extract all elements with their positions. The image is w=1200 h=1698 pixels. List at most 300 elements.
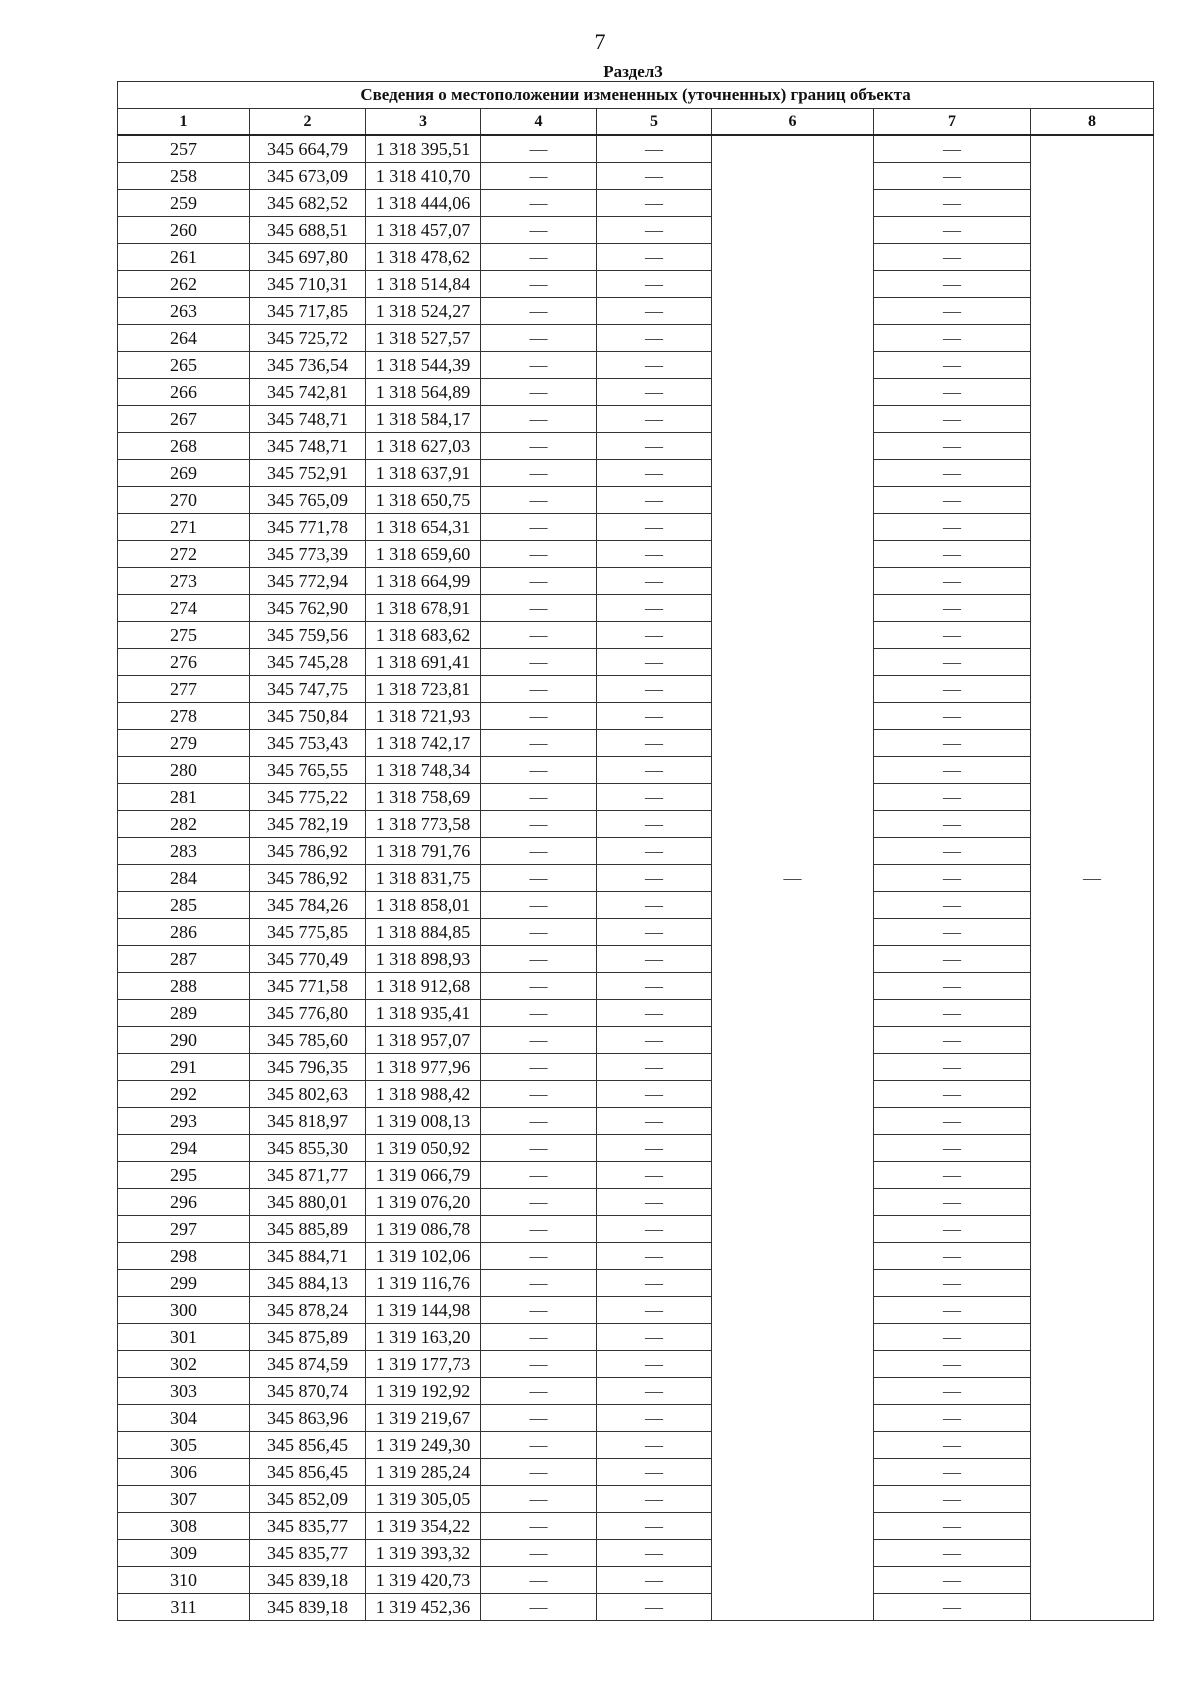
- column-5-dash: —: [597, 135, 712, 163]
- column-4-dash: —: [481, 973, 597, 1000]
- column-4-dash: —: [481, 595, 597, 622]
- column-7-dash: —: [874, 352, 1031, 379]
- column-7-dash: —: [874, 865, 1031, 892]
- coordinate-y: 1 318 988,42: [366, 1081, 481, 1108]
- point-number: 276: [118, 649, 250, 676]
- column-7-dash: —: [874, 1000, 1031, 1027]
- point-number: 286: [118, 919, 250, 946]
- column-4-dash: —: [481, 487, 597, 514]
- table-row: [118, 865, 1154, 892]
- coordinate-y: 1 319 285,24: [366, 1459, 481, 1486]
- column-5-dash: —: [597, 1297, 712, 1324]
- column-5-dash: —: [597, 811, 712, 838]
- point-number: 259: [118, 190, 250, 217]
- coordinate-y: 1 319 050,92: [366, 1135, 481, 1162]
- column-7-dash: —: [874, 1081, 1031, 1108]
- point-number: 297: [118, 1216, 250, 1243]
- table-row: [118, 298, 1154, 325]
- coordinate-y: 1 318 723,81: [366, 676, 481, 703]
- coordinate-y: 1 318 721,93: [366, 703, 481, 730]
- point-number: 306: [118, 1459, 250, 1486]
- column-5-dash: —: [597, 1540, 712, 1567]
- column-5-dash: —: [597, 298, 712, 325]
- column-5-dash: —: [597, 487, 712, 514]
- coordinate-y: 1 318 654,31: [366, 514, 481, 541]
- table-row: [118, 1000, 1154, 1027]
- column-5-dash: —: [597, 1459, 712, 1486]
- coordinate-x: 345 747,75: [250, 676, 366, 703]
- table-row: [118, 433, 1154, 460]
- column-4-dash: —: [481, 135, 597, 163]
- table-row: [118, 460, 1154, 487]
- coordinate-x: 345 839,18: [250, 1594, 366, 1621]
- column-5-dash: —: [597, 649, 712, 676]
- column-5-dash: —: [597, 1594, 712, 1621]
- column-4-dash: —: [481, 271, 597, 298]
- table-row: [118, 1135, 1154, 1162]
- column-number: 1: [118, 109, 250, 136]
- point-number: 278: [118, 703, 250, 730]
- coordinate-y: 1 318 898,93: [366, 946, 481, 973]
- column-4-dash: —: [481, 163, 597, 190]
- column-4-dash: —: [481, 1027, 597, 1054]
- column-7-dash: —: [874, 1297, 1031, 1324]
- coordinate-x: 345 725,72: [250, 325, 366, 352]
- section-title: Раздел3: [603, 62, 663, 81]
- coordinate-y: 1 318 957,07: [366, 1027, 481, 1054]
- column-5-dash: —: [597, 703, 712, 730]
- coordinate-y: 1 318 748,34: [366, 757, 481, 784]
- column-4-dash: —: [481, 379, 597, 406]
- table-row: [118, 217, 1154, 244]
- column-7-dash: —: [874, 1459, 1031, 1486]
- table-row: [118, 676, 1154, 703]
- column-4-dash: —: [481, 703, 597, 730]
- coordinate-x: 345 762,90: [250, 595, 366, 622]
- coordinate-x: 345 878,24: [250, 1297, 366, 1324]
- table-row: [118, 919, 1154, 946]
- coordinate-y: 1 319 008,13: [366, 1108, 481, 1135]
- page-number: 7: [594, 29, 606, 54]
- table-row: [118, 1459, 1154, 1486]
- table-row: [118, 1432, 1154, 1459]
- column-7-dash: —: [874, 1324, 1031, 1351]
- point-number: 298: [118, 1243, 250, 1270]
- coordinate-x: 345 775,22: [250, 784, 366, 811]
- coordinate-y: 1 319 116,76: [366, 1270, 481, 1297]
- coordinate-y: 1 318 935,41: [366, 1000, 481, 1027]
- point-number: 301: [118, 1324, 250, 1351]
- column-4-dash: —: [481, 649, 597, 676]
- coordinate-y: 1 318 659,60: [366, 541, 481, 568]
- coordinate-y: 1 318 584,17: [366, 406, 481, 433]
- merged-column-8: —: [1031, 135, 1154, 1621]
- column-4-dash: —: [481, 1162, 597, 1189]
- column-number-row: [118, 109, 1154, 136]
- column-7-dash: —: [874, 1216, 1031, 1243]
- coordinate-x: 345 750,84: [250, 703, 366, 730]
- column-4-dash: —: [481, 325, 597, 352]
- column-4-dash: —: [481, 730, 597, 757]
- column-7-dash: —: [874, 1540, 1031, 1567]
- coordinate-y: 1 318 912,68: [366, 973, 481, 1000]
- column-7-dash: —: [874, 325, 1031, 352]
- column-5-dash: —: [597, 946, 712, 973]
- column-4-dash: —: [481, 1324, 597, 1351]
- column-number: 3: [366, 109, 481, 136]
- coordinate-y: 1 318 637,91: [366, 460, 481, 487]
- point-number: 304: [118, 1405, 250, 1432]
- coordinate-x: 345 870,74: [250, 1378, 366, 1405]
- table-row: [118, 892, 1154, 919]
- point-number: 277: [118, 676, 250, 703]
- coordinate-y: 1 318 564,89: [366, 379, 481, 406]
- column-5-dash: —: [597, 676, 712, 703]
- column-4-dash: —: [481, 919, 597, 946]
- column-5-dash: —: [597, 1567, 712, 1594]
- coordinate-x: 345 688,51: [250, 217, 366, 244]
- column-7-dash: —: [874, 568, 1031, 595]
- column-5-dash: —: [597, 1135, 712, 1162]
- column-7-dash: —: [874, 1243, 1031, 1270]
- column-5-dash: —: [597, 1243, 712, 1270]
- column-4-dash: —: [481, 1594, 597, 1621]
- column-7-dash: —: [874, 271, 1031, 298]
- table-row: [118, 190, 1154, 217]
- column-4-dash: —: [481, 1081, 597, 1108]
- column-5-dash: —: [597, 1432, 712, 1459]
- column-4-dash: —: [481, 1405, 597, 1432]
- coordinate-x: 345 710,31: [250, 271, 366, 298]
- point-number: 270: [118, 487, 250, 514]
- column-5-dash: —: [597, 784, 712, 811]
- coordinate-x: 345 682,52: [250, 190, 366, 217]
- coordinate-y: 1 318 884,85: [366, 919, 481, 946]
- point-number: 258: [118, 163, 250, 190]
- coordinate-y: 1 319 086,78: [366, 1216, 481, 1243]
- table-row: [118, 514, 1154, 541]
- coordinate-x: 345 818,97: [250, 1108, 366, 1135]
- coordinate-x: 345 717,85: [250, 298, 366, 325]
- table-row: [118, 271, 1154, 298]
- point-number: 295: [118, 1162, 250, 1189]
- coordinate-y: 1 318 664,99: [366, 568, 481, 595]
- coordinate-y: 1 318 544,39: [366, 352, 481, 379]
- table-row: [118, 1540, 1154, 1567]
- table-row: [118, 730, 1154, 757]
- coordinate-y: 1 318 395,51: [366, 135, 481, 163]
- coordinate-y: 1 318 758,69: [366, 784, 481, 811]
- point-number: 273: [118, 568, 250, 595]
- column-4-dash: —: [481, 1135, 597, 1162]
- point-number: 265: [118, 352, 250, 379]
- coordinate-x: 345 772,94: [250, 568, 366, 595]
- column-5-dash: —: [597, 325, 712, 352]
- coordinate-x: 345 673,09: [250, 163, 366, 190]
- table-row: [118, 1162, 1154, 1189]
- column-7-dash: —: [874, 919, 1031, 946]
- point-number: 279: [118, 730, 250, 757]
- table-row: [118, 1324, 1154, 1351]
- coordinate-x: 345 875,89: [250, 1324, 366, 1351]
- coordinate-y: 1 318 691,41: [366, 649, 481, 676]
- column-number: 2: [250, 109, 366, 136]
- coordinate-y: 1 319 249,30: [366, 1432, 481, 1459]
- coordinate-y: 1 318 977,96: [366, 1054, 481, 1081]
- column-7-dash: —: [874, 1567, 1031, 1594]
- column-7-dash: —: [874, 838, 1031, 865]
- merged-column-6: —: [712, 135, 874, 1621]
- column-5-dash: —: [597, 1081, 712, 1108]
- coordinate-x: 345 765,09: [250, 487, 366, 514]
- table-row: [118, 244, 1154, 271]
- column-7-dash: —: [874, 1351, 1031, 1378]
- point-number: 285: [118, 892, 250, 919]
- column-4-dash: —: [481, 1189, 597, 1216]
- table-row: [118, 1486, 1154, 1513]
- coordinate-y: 1 318 831,75: [366, 865, 481, 892]
- coordinate-x: 345 786,92: [250, 838, 366, 865]
- column-5-dash: —: [597, 1351, 712, 1378]
- table-row: [118, 622, 1154, 649]
- coordinate-x: 345 773,39: [250, 541, 366, 568]
- coordinate-y: 1 319 102,06: [366, 1243, 481, 1270]
- table-row: [118, 568, 1154, 595]
- column-5-dash: —: [597, 919, 712, 946]
- column-4-dash: —: [481, 244, 597, 271]
- column-number: 7: [874, 109, 1031, 136]
- coordinate-x: 345 753,43: [250, 730, 366, 757]
- coordinate-y: 1 319 393,32: [366, 1540, 481, 1567]
- coordinate-y: 1 319 144,98: [366, 1297, 481, 1324]
- column-4-dash: —: [481, 1378, 597, 1405]
- column-4-dash: —: [481, 1459, 597, 1486]
- column-7-dash: —: [874, 379, 1031, 406]
- coordinate-y: 1 319 177,73: [366, 1351, 481, 1378]
- column-5-dash: —: [597, 892, 712, 919]
- column-4-dash: —: [481, 568, 597, 595]
- coordinate-x: 345 852,09: [250, 1486, 366, 1513]
- column-7-dash: —: [874, 460, 1031, 487]
- column-7-dash: —: [874, 1594, 1031, 1621]
- column-7-dash: —: [874, 1189, 1031, 1216]
- table-row: [118, 1405, 1154, 1432]
- table-row: [118, 946, 1154, 973]
- table-row: [118, 1351, 1154, 1378]
- column-7-dash: —: [874, 406, 1031, 433]
- point-number: 305: [118, 1432, 250, 1459]
- table-row: [118, 1216, 1154, 1243]
- column-7-dash: —: [874, 487, 1031, 514]
- coordinate-x: 345 863,96: [250, 1405, 366, 1432]
- table-row: [118, 1243, 1154, 1270]
- column-5-dash: —: [597, 1378, 712, 1405]
- table-row: [118, 784, 1154, 811]
- column-7-dash: —: [874, 217, 1031, 244]
- coordinate-x: 345 697,80: [250, 244, 366, 271]
- coordinate-x: 345 835,77: [250, 1540, 366, 1567]
- coordinate-y: 1 318 773,58: [366, 811, 481, 838]
- column-7-dash: —: [874, 1054, 1031, 1081]
- coordinate-x: 345 771,58: [250, 973, 366, 1000]
- point-number: 300: [118, 1297, 250, 1324]
- column-5-dash: —: [597, 838, 712, 865]
- point-number: 291: [118, 1054, 250, 1081]
- table-row: [118, 1567, 1154, 1594]
- table-row: [118, 1594, 1154, 1621]
- coordinate-y: 1 318 627,03: [366, 433, 481, 460]
- point-number: 310: [118, 1567, 250, 1594]
- table-row: [118, 1297, 1154, 1324]
- coordinate-x: 345 748,71: [250, 433, 366, 460]
- point-number: 261: [118, 244, 250, 271]
- column-5-dash: —: [597, 460, 712, 487]
- point-number: 284: [118, 865, 250, 892]
- table-row: [118, 1108, 1154, 1135]
- coordinate-y: 1 319 192,92: [366, 1378, 481, 1405]
- coordinate-y: 1 318 678,91: [366, 595, 481, 622]
- table-row: [118, 1054, 1154, 1081]
- column-5-dash: —: [597, 379, 712, 406]
- column-4-dash: —: [481, 352, 597, 379]
- point-number: 275: [118, 622, 250, 649]
- coordinate-x: 345 884,71: [250, 1243, 366, 1270]
- coordinate-x: 345 802,63: [250, 1081, 366, 1108]
- column-4-dash: —: [481, 865, 597, 892]
- table-row: [118, 1270, 1154, 1297]
- column-4-dash: —: [481, 1243, 597, 1270]
- coordinate-y: 1 318 514,84: [366, 271, 481, 298]
- coordinate-y: 1 319 066,79: [366, 1162, 481, 1189]
- coordinate-x: 345 770,49: [250, 946, 366, 973]
- coordinate-x: 345 752,91: [250, 460, 366, 487]
- column-7-dash: —: [874, 703, 1031, 730]
- column-7-dash: —: [874, 757, 1031, 784]
- coordinate-x: 345 856,45: [250, 1459, 366, 1486]
- column-4-dash: —: [481, 676, 597, 703]
- point-number: 308: [118, 1513, 250, 1540]
- table-row: [118, 163, 1154, 190]
- column-5-dash: —: [597, 865, 712, 892]
- table-caption: Сведения о местоположении измененных (уточненных) границ объекта: [118, 82, 1154, 109]
- coordinate-x: 345 759,56: [250, 622, 366, 649]
- column-7-dash: —: [874, 433, 1031, 460]
- coordinate-y: 1 318 858,01: [366, 892, 481, 919]
- coordinate-x: 345 871,77: [250, 1162, 366, 1189]
- point-number: 267: [118, 406, 250, 433]
- column-7-dash: —: [874, 595, 1031, 622]
- column-4-dash: —: [481, 1054, 597, 1081]
- point-number: 289: [118, 1000, 250, 1027]
- point-number: 294: [118, 1135, 250, 1162]
- column-5-dash: —: [597, 595, 712, 622]
- point-number: 282: [118, 811, 250, 838]
- coordinate-y: 1 318 742,17: [366, 730, 481, 757]
- coordinate-x: 345 885,89: [250, 1216, 366, 1243]
- column-7-dash: —: [874, 1162, 1031, 1189]
- column-5-dash: —: [597, 622, 712, 649]
- table-row: [118, 1081, 1154, 1108]
- column-number: 4: [481, 109, 597, 136]
- coordinate-x: 345 742,81: [250, 379, 366, 406]
- column-7-dash: —: [874, 244, 1031, 271]
- coordinate-x: 345 785,60: [250, 1027, 366, 1054]
- column-number: 6: [712, 109, 874, 136]
- table-row: [118, 487, 1154, 514]
- column-4-dash: —: [481, 190, 597, 217]
- column-7-dash: —: [874, 1486, 1031, 1513]
- column-5-dash: —: [597, 271, 712, 298]
- coordinate-x: 345 874,59: [250, 1351, 366, 1378]
- table-row: [118, 135, 1154, 163]
- column-7-dash: —: [874, 1270, 1031, 1297]
- table-row: [118, 325, 1154, 352]
- coordinate-y: 1 319 219,67: [366, 1405, 481, 1432]
- table-row: [118, 406, 1154, 433]
- coordinate-x: 345 736,54: [250, 352, 366, 379]
- column-7-dash: —: [874, 1513, 1031, 1540]
- column-4-dash: —: [481, 1486, 597, 1513]
- coordinates-table: [117, 81, 1154, 1621]
- coordinate-y: 1 319 305,05: [366, 1486, 481, 1513]
- coordinate-x: 345 776,80: [250, 1000, 366, 1027]
- column-5-dash: —: [597, 1027, 712, 1054]
- point-number: 268: [118, 433, 250, 460]
- coordinate-y: 1 319 076,20: [366, 1189, 481, 1216]
- column-7-dash: —: [874, 1108, 1031, 1135]
- column-number: 8: [1031, 109, 1154, 136]
- column-5-dash: —: [597, 1216, 712, 1243]
- table-row: [118, 379, 1154, 406]
- column-4-dash: —: [481, 1513, 597, 1540]
- table-row: [118, 1189, 1154, 1216]
- table-row: [118, 352, 1154, 379]
- coordinate-y: 1 318 683,62: [366, 622, 481, 649]
- coordinate-y: 1 318 478,62: [366, 244, 481, 271]
- coordinate-y: 1 318 650,75: [366, 487, 481, 514]
- column-4-dash: —: [481, 784, 597, 811]
- point-number: 290: [118, 1027, 250, 1054]
- point-number: 269: [118, 460, 250, 487]
- column-4-dash: —: [481, 622, 597, 649]
- coordinate-y: 1 319 354,22: [366, 1513, 481, 1540]
- coordinate-x: 345 835,77: [250, 1513, 366, 1540]
- column-4-dash: —: [481, 298, 597, 325]
- coordinate-x: 345 745,28: [250, 649, 366, 676]
- column-7-dash: —: [874, 190, 1031, 217]
- point-number: 287: [118, 946, 250, 973]
- table-row: [118, 541, 1154, 568]
- column-5-dash: —: [597, 217, 712, 244]
- point-number: 293: [118, 1108, 250, 1135]
- table-row: [118, 811, 1154, 838]
- column-5-dash: —: [597, 352, 712, 379]
- coordinate-x: 345 856,45: [250, 1432, 366, 1459]
- column-5-dash: —: [597, 1324, 712, 1351]
- column-5-dash: —: [597, 730, 712, 757]
- table-row: [118, 1513, 1154, 1540]
- column-7-dash: —: [874, 1378, 1031, 1405]
- coordinate-y: 1 318 444,06: [366, 190, 481, 217]
- column-7-dash: —: [874, 298, 1031, 325]
- column-7-dash: —: [874, 892, 1031, 919]
- column-number: 5: [597, 109, 712, 136]
- column-5-dash: —: [597, 1270, 712, 1297]
- point-number: 311: [118, 1594, 250, 1621]
- point-number: 288: [118, 973, 250, 1000]
- table-row: [118, 757, 1154, 784]
- coordinate-x: 345 786,92: [250, 865, 366, 892]
